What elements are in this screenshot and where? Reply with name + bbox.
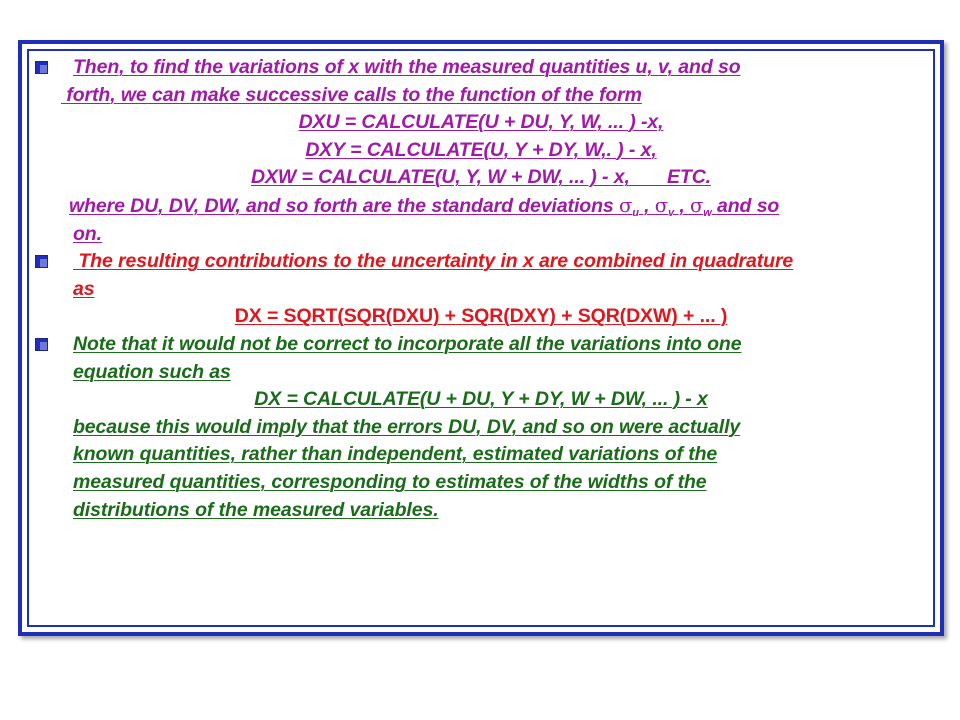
sigma-subscript-w: w bbox=[703, 206, 712, 219]
text-line: distributions of the measured variables. bbox=[73, 498, 439, 521]
paragraph-line bbox=[31, 414, 931, 442]
text-line: as bbox=[73, 277, 95, 300]
paragraph-line bbox=[31, 469, 931, 497]
sigma-symbol: σ bbox=[690, 193, 704, 217]
equation-text: DX = SQRT(SQR(DXU) + SQR(DXY) + SQR(DXW) + ... ) bbox=[234, 305, 728, 328]
bullet-section-variations bbox=[31, 54, 931, 82]
equation-dx-calculate bbox=[31, 386, 931, 414]
equation-text: DXY = CALCULATE(U, Y + DY, W,. ) - x, bbox=[305, 138, 657, 161]
equation-dxu bbox=[31, 109, 931, 137]
paragraph-line bbox=[31, 497, 931, 525]
equation-text: DXU = CALCULATE(U + DU, Y, W, ... ) -x, bbox=[298, 111, 664, 134]
equation-dxw bbox=[31, 164, 931, 192]
bullet-section-quadrature bbox=[31, 248, 931, 276]
equation-dxy bbox=[31, 137, 931, 165]
sigma-subscript-u: u bbox=[632, 206, 639, 219]
sigma-symbol: σ bbox=[618, 193, 633, 217]
square-bullet-icon bbox=[35, 255, 48, 268]
text-line: forth, we can make successive calls to the function of the form bbox=[61, 83, 642, 106]
text-line: Note that it would not be correct to incorporate all the variations into one bbox=[73, 332, 742, 355]
equation-dx-sqrt bbox=[31, 303, 931, 331]
text-line-wrap bbox=[31, 359, 931, 387]
text-line: The resulting contributions to the uncertainty in x are combined in quadrature bbox=[73, 250, 794, 273]
text-line: measured quantities, corresponding to estimates of the widths of the bbox=[73, 470, 707, 493]
square-bullet-icon bbox=[35, 61, 48, 74]
separator: , bbox=[638, 194, 655, 217]
where-line bbox=[31, 192, 931, 221]
text-line: equation such as bbox=[73, 360, 231, 383]
sigma-subscript-v: v bbox=[668, 206, 675, 219]
paragraph-line bbox=[31, 441, 931, 469]
text-line-wrap bbox=[31, 276, 931, 304]
text-line-wrap bbox=[31, 82, 931, 110]
square-bullet-icon bbox=[35, 338, 48, 351]
text-line: because this would imply that the errors DU, DV, and so on were actually bbox=[73, 415, 741, 438]
equation-text: DXW = CALCULATE(U, Y, W + DW, ... ) - x, ETC. bbox=[250, 166, 712, 189]
and-so-text: and so bbox=[711, 194, 780, 217]
where-text: where DU, DV, DW, and so forth are the standard deviations bbox=[69, 194, 619, 217]
sigma-symbol: σ bbox=[654, 193, 668, 217]
text-line-wrap bbox=[31, 221, 931, 249]
separator: , bbox=[674, 194, 690, 217]
bullet-section-note bbox=[31, 331, 931, 359]
equation-text: DX = CALCULATE(U + DU, Y + DY, W + DW, ... ) - x bbox=[254, 388, 708, 411]
text-line: known quantities, rather than independent, estimated variations of the bbox=[73, 443, 718, 466]
slide-content bbox=[31, 54, 931, 524]
text-line: on. bbox=[73, 222, 102, 245]
text-line: Then, to find the variations of x with the measured quantities u, v, and so bbox=[73, 56, 741, 78]
